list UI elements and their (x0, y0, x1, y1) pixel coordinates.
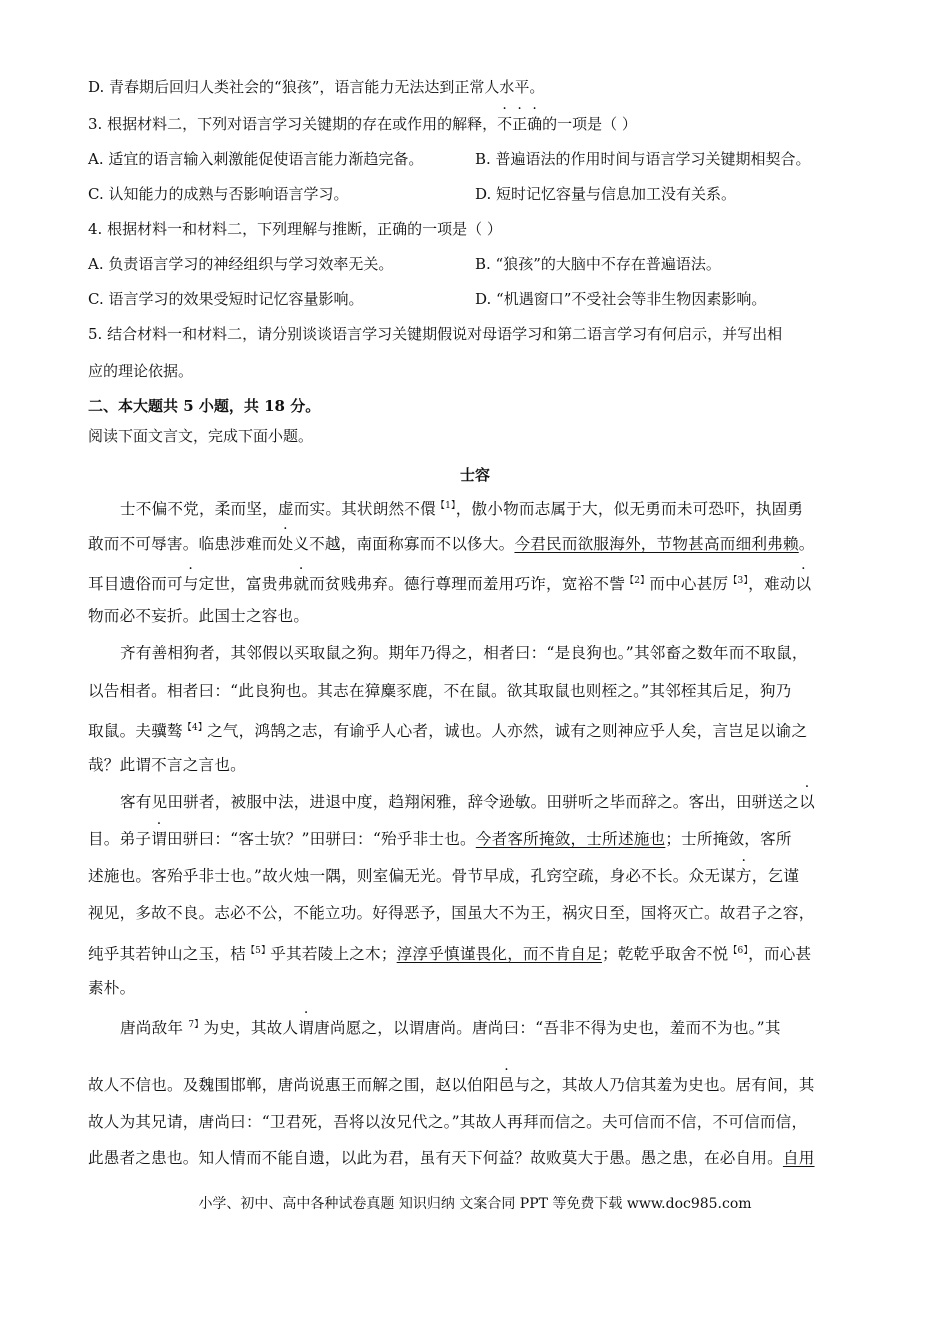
q4-option-b: B. “狼孩”的大脑中不存在普遍语法。 (475, 255, 721, 273)
passage-line: 敢而不可辱害。临患涉难而处义不越，南面称寡而不以侈大。今君民而欲服海外，节物甚高而细利弗赖。 (88, 535, 815, 553)
passage-line: 取鼠。夫骥骜$^{【4】}$之气，鸿鹄之志，有谕乎人心者，诚也。人亦然，诚有之则神应乎人矣，言岂足以谕之 (88, 722, 808, 740)
passage-line: 哉？此谓不言之言也。 (88, 756, 246, 774)
question-4: 4. 根据材料一和材料二，下列理解与推断，正确的一项是（ ） (88, 220, 502, 238)
q4-option-c: C. 语言学习的效果受短时记忆容量影响。 (88, 290, 364, 308)
passage-title: 士容 (459, 466, 490, 484)
passage-line: 故人不信也。及魏围邯郸，唐尚说惠王而解之围，赵以伯阳邑与之，其故人乃信其羞为史也。居有间，其 (88, 1076, 815, 1094)
option-d-previous: D. 青春期后回归人类社会的“狼孩”，语言能力无法达到正常人水平。 (88, 78, 545, 96)
q3-option-b: B. 普遍语法的作用时间与语言学习关键期相契合。 (475, 150, 811, 168)
passage-line: 纯乎其若钟山之玉，桔$^{【5】}$乎其若陵上之木；淳淳乎慎谨畏化，而不肯自足；乾乾乎取舍不悦$^{【6】}$，而心甚 (88, 945, 812, 963)
question-5-line1: 5. 结合材料一和材料二，请分别谈谈语言学习关键期假说对母语学习和第二语言学习有何启示，并写出相 (88, 325, 783, 343)
passage-line: 以告相者。相者曰：“此良狗也。其志在獐麋豕鹿，不在鼠。欲其取鼠也则桎之。”其邻桎其后足，狗乃 (88, 682, 792, 700)
section-intro: 阅读下面文言文，完成下面小题。 (88, 427, 314, 445)
question-3: 3. 根据材料二，下列对语言学习关键期的存在或作用的解释，不正确的一项是（ ） (88, 115, 637, 133)
page-footer: 小学、初中、高中各种试卷真题 知识归纳 文案合同 PPT 等免费下载 www.doc985.com (198, 1196, 752, 1212)
q3-option-c: C. 认知能力的成熟与否影响语言学习。 (88, 185, 349, 203)
passage-line: 耳目遗俗而可与定世，富贵弗就而贫贱弗弃。德行尊理而羞用巧诈，宽裕不訾$^{【2】}$而中心甚厉$^{【3】}$，难动以 (88, 575, 812, 593)
passage-line: 素朴。 (88, 979, 136, 997)
passage-line: 客有见田骈者，被服中法，进退中度，趋翔闲雅，辞令逊敏。田骈听之毕而辞之。客出，田骈送之以 (120, 793, 815, 811)
passage-line: 士不偏不党，柔而坚，虚而实。其状朗然不儇$^{【1】}$，傲小物而志属于大，似无勇而未可恐吓，执固勇 (120, 500, 804, 518)
q4-option-a: A. 负责语言学习的神经组织与学习效率无关。 (88, 255, 394, 273)
passage-line: 故人为其兄请，唐尚曰：“卫君死，吾将以汝兄代之。”其故人再拜而信之。夫可信而不信，不可信而信， (88, 1113, 808, 1131)
passage-line: 唐尚敌年 $^{7】}$为史，其故人谓唐尚愿之，以谓唐尚。唐尚曰：“吾非不得为史也，羞而不为也。”其 (120, 1019, 781, 1037)
passage-line: 述施也。客殆乎非士也。”故火烛一隅，则室偏无光。骨节早成，孔窍空疏，身必不长。众无谋方，乞谨 (88, 867, 800, 885)
passage-line: 目。弟子谓田骈曰：“客士欤？”田骈曰：“殆乎非士也。今者客所掩敛，士所述施也；士所掩敛，客所 (88, 830, 792, 848)
passage-line: 齐有善相狗者，其邻假以买取鼠之狗。期年乃得之，相者曰：“是良狗也。”其邻畜之数年而不取鼠， (120, 644, 808, 662)
q3-option-d: D. 短时记忆容量与信息加工没有关系。 (475, 185, 737, 203)
q4-option-d: D. “机遇窗口”不受社会等非生物因素影响。 (475, 290, 767, 308)
section-heading: 二、本大题共 5 小题，共 18 分。 (88, 397, 321, 415)
q3-option-a: A. 适宜的语言输入刺激能促使语言能力渐趋完备。 (88, 150, 424, 168)
passage-line: 视见，多故不良。志必不公，不能立功。好得恶予，国虽大不为王，祸灾日至，国将灭亡。故君子之容， (88, 904, 815, 922)
question-5-line2: 应的理论依据。 (88, 362, 194, 380)
passage-line: 此愚者之患也。知人情而不能自遗，以此为君，虽有天下何益？故败莫大于愚。愚之患，在必自用。自用 (88, 1149, 815, 1167)
passage-line: 物而必不妄折。此国士之容也。 (88, 607, 310, 625)
